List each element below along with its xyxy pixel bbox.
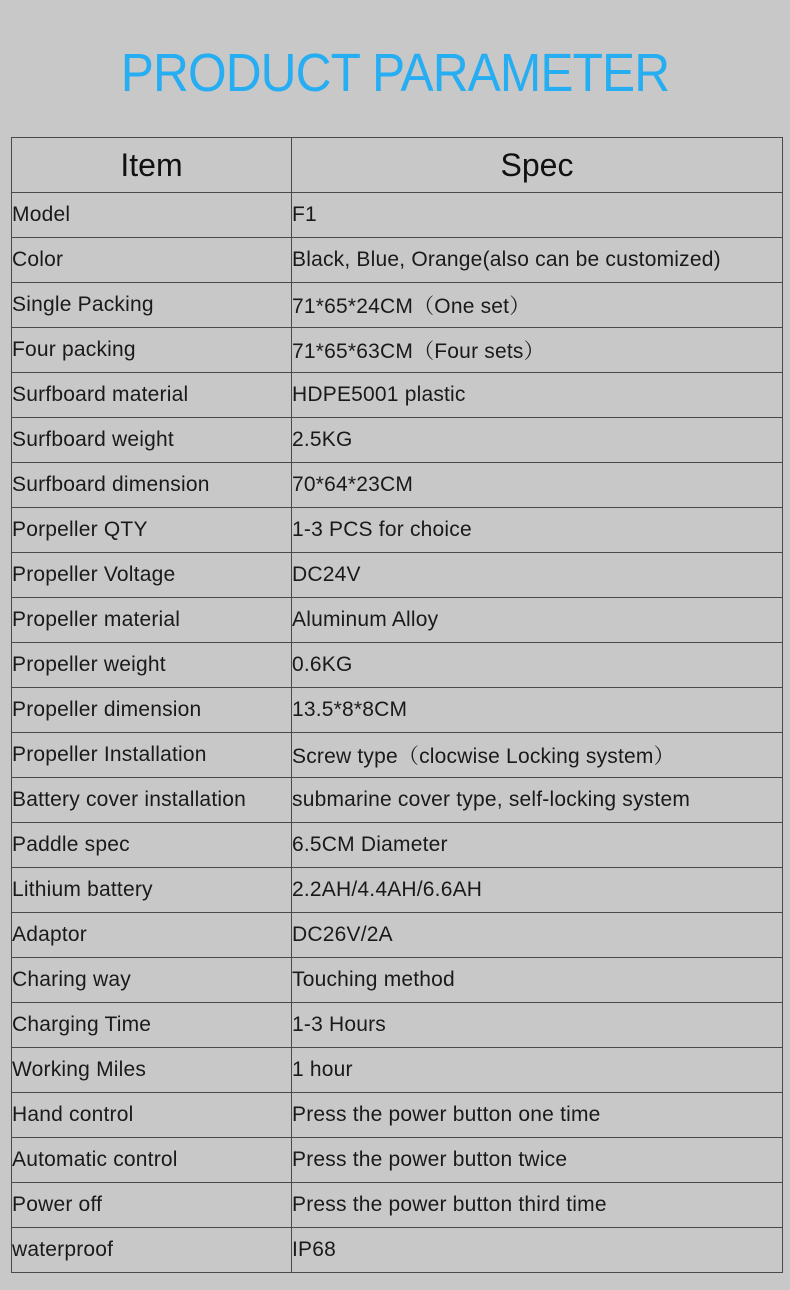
row-item-label: Four packing <box>12 328 292 373</box>
row-spec-value: 0.6KG <box>292 643 783 688</box>
table-row <box>12 1003 783 1048</box>
table-row <box>12 778 783 823</box>
table-row <box>12 328 783 373</box>
column-header-item: Item <box>12 138 292 193</box>
row-item-label: Propeller weight <box>12 643 292 688</box>
row-spec-value: Press the power button one time <box>292 1093 783 1138</box>
row-item-label: Porpeller QTY <box>12 508 292 553</box>
table-row <box>12 958 783 1003</box>
table-row <box>12 238 783 283</box>
table-row <box>12 373 783 418</box>
header-row <box>12 138 783 193</box>
table-row <box>12 868 783 913</box>
row-spec-value: 71*65*63CM（Four sets） <box>292 328 783 373</box>
row-item-label: Paddle spec <box>12 823 292 868</box>
row-item-label: Model <box>12 193 292 238</box>
row-spec-value: DC24V <box>292 553 783 598</box>
table-row <box>12 418 783 463</box>
row-item-label: Surfboard material <box>12 373 292 418</box>
row-item-label: Working Miles <box>12 1048 292 1093</box>
row-item-label: Hand control <box>12 1093 292 1138</box>
row-spec-value: Black, Blue, Orange(also can be customized) <box>292 238 783 283</box>
row-spec-value: Screw type（clocwise Locking system） <box>292 733 783 778</box>
row-spec-value: IP68 <box>292 1228 783 1273</box>
row-spec-value: 6.5CM Diameter <box>292 823 783 868</box>
row-item-label: Propeller Voltage <box>12 553 292 598</box>
table-row <box>12 733 783 778</box>
row-item-label: Propeller material <box>12 598 292 643</box>
row-spec-value: F1 <box>292 193 783 238</box>
row-spec-value: HDPE5001 plastic <box>292 373 783 418</box>
row-spec-value: DC26V/2A <box>292 913 783 958</box>
row-spec-value: 1-3 PCS for choice <box>292 508 783 553</box>
table-row <box>12 823 783 868</box>
row-spec-value: 2.2AH/4.4AH/6.6AH <box>292 868 783 913</box>
row-item-label: Power off <box>12 1183 292 1228</box>
table-row <box>12 463 783 508</box>
table-row <box>12 598 783 643</box>
row-spec-value: Press the power button third time <box>292 1183 783 1228</box>
table-row <box>12 1093 783 1138</box>
table-row <box>12 688 783 733</box>
row-item-label: Surfboard dimension <box>12 463 292 508</box>
table-row <box>12 643 783 688</box>
row-spec-value: Aluminum Alloy <box>292 598 783 643</box>
row-item-label: waterproof <box>12 1228 292 1273</box>
spec-table-header <box>12 138 783 193</box>
table-row <box>12 1183 783 1228</box>
row-spec-value: 70*64*23CM <box>292 463 783 508</box>
row-spec-value: Touching method <box>292 958 783 1003</box>
row-spec-value: 13.5*8*8CM <box>292 688 783 733</box>
column-header-spec: Spec <box>292 138 783 193</box>
row-item-label: Charging Time <box>12 1003 292 1048</box>
row-item-label: Automatic control <box>12 1138 292 1183</box>
row-item-label: Single Packing <box>12 283 292 328</box>
row-item-label: Lithium battery <box>12 868 292 913</box>
row-item-label: Propeller Installation <box>12 733 292 778</box>
row-item-label: Adaptor <box>12 913 292 958</box>
page-title: PRODUCT PARAMETER <box>120 43 670 103</box>
row-spec-value: 2.5KG <box>292 418 783 463</box>
table-row <box>12 1048 783 1093</box>
row-spec-value: 1-3 Hours <box>292 1003 783 1048</box>
table-row <box>12 553 783 598</box>
row-item-label: Battery cover installation <box>12 778 292 823</box>
row-item-label: Surfboard weight <box>12 418 292 463</box>
row-item-label: Charing way <box>12 958 292 1003</box>
table-row <box>12 508 783 553</box>
table-row <box>12 1138 783 1183</box>
row-spec-value: 1 hour <box>292 1048 783 1093</box>
table-row <box>12 283 783 328</box>
row-item-label: Propeller dimension <box>12 688 292 733</box>
table-row <box>12 913 783 958</box>
table-row <box>12 1228 783 1273</box>
spec-table <box>11 137 783 1273</box>
spec-table-body <box>12 193 783 1273</box>
row-spec-value: submarine cover type, self-locking system <box>292 778 783 823</box>
row-item-label: Color <box>12 238 292 283</box>
row-spec-value: 71*65*24CM（One set） <box>292 283 783 328</box>
table-row <box>12 193 783 238</box>
row-spec-value: Press the power button twice <box>292 1138 783 1183</box>
